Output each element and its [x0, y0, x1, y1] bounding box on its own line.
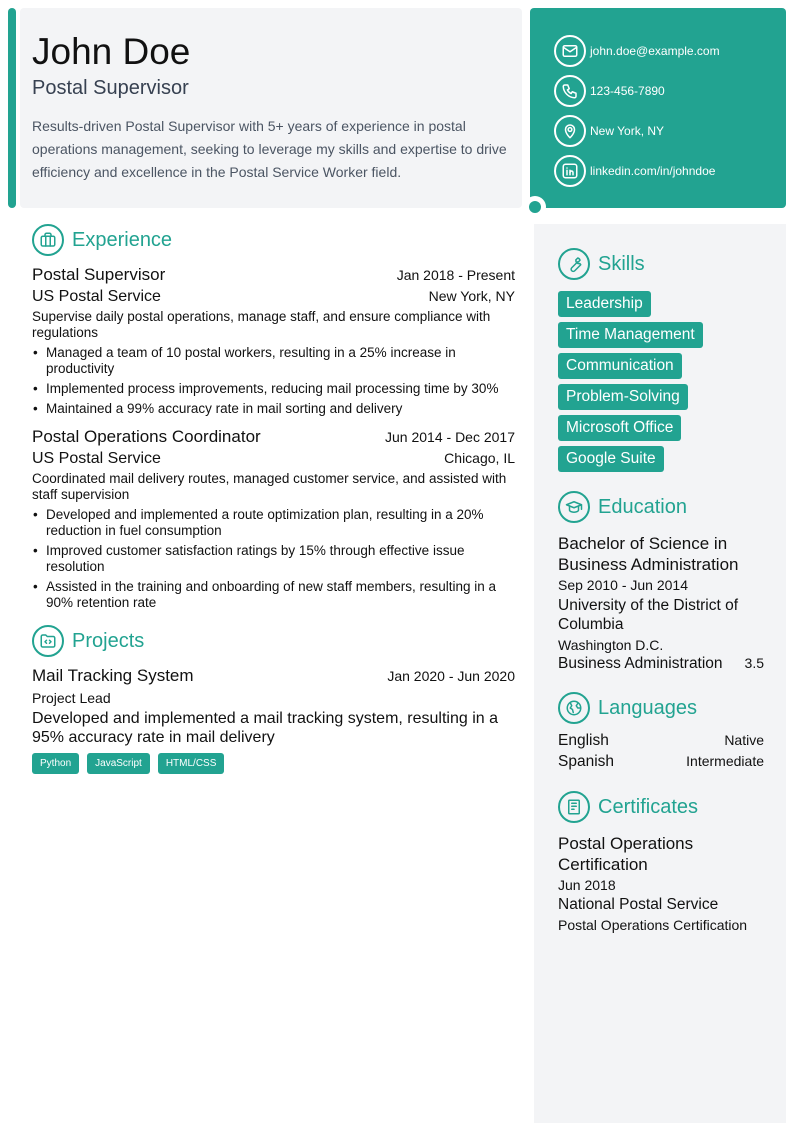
education-school: University of the District of Columbia	[558, 597, 739, 633]
job-location: Chicago, IL	[444, 450, 515, 466]
folder-code-icon	[32, 625, 64, 657]
globe-icon	[558, 692, 590, 724]
job-company: US Postal Service	[32, 450, 161, 467]
contact-location-text: New York, NY	[590, 124, 665, 138]
language-row	[558, 753, 764, 771]
wrench-icon	[558, 248, 590, 280]
contact-phone-text: 123-456-7890	[590, 84, 665, 98]
project-tag: JavaScript	[87, 753, 150, 774]
certificate-icon	[558, 791, 590, 823]
skill-badge: Google Suite	[558, 446, 664, 472]
contact-linkedin-text: linkedin.com/in/johndoe	[590, 164, 716, 178]
job-description: Supervise daily postal operations, manage staff, and ensure compliance with regulations	[32, 309, 491, 340]
job-bullet: • Managed a team of 10 postal workers, resulting in a 25% increase in productivity	[32, 345, 515, 377]
mail-icon	[554, 35, 586, 67]
job-bullet: • Improved customer satisfaction ratings by 15% through effective issue resolution	[32, 543, 515, 575]
skills-title: Skills	[598, 252, 645, 275]
job-location: New York, NY	[428, 288, 515, 304]
graduation-cap-icon	[558, 491, 590, 523]
job-description: Coordinated mail delivery routes, managed customer service, and assisted with staff supervision	[32, 471, 507, 502]
project-entry	[32, 666, 515, 774]
job-bullets	[32, 507, 515, 611]
experience-title: Experience	[72, 228, 173, 251]
language-row	[558, 732, 764, 750]
phone-icon	[554, 75, 586, 107]
skill-badge: Communication	[558, 353, 682, 379]
header-accent-bar	[8, 8, 16, 208]
education-degree: Bachelor of Science in Business Administration	[558, 534, 739, 574]
project-dates: Jan 2020 - Jun 2020	[387, 668, 515, 684]
education-gpa: 3.5	[744, 655, 764, 671]
job-role: Postal Operations Coordinator	[32, 427, 261, 446]
project-tags	[32, 753, 515, 774]
candidate-title: Postal Supervisor	[32, 77, 189, 99]
job-bullet: • Implemented process improvements, reducing mail processing time by 30%	[32, 381, 515, 397]
project-description: Developed and implemented a mail tracking system, resulting in a 95% accuracy rate in mail delivery	[32, 710, 499, 746]
briefcase-icon	[32, 224, 64, 256]
project-tag: Python	[32, 753, 79, 774]
certificate-issuer: National Postal Service	[558, 896, 719, 913]
certificate-name: Postal Operations Certification	[558, 834, 694, 874]
languages-heading	[558, 692, 764, 724]
skill-badge: Time Management	[558, 322, 703, 348]
education-location: Washington D.C.	[558, 637, 664, 653]
contact-panel	[530, 8, 786, 208]
candidate-name: John Doe	[32, 31, 191, 72]
projects-heading	[32, 625, 515, 657]
languages-list	[558, 732, 764, 771]
skill-badge: Leadership	[558, 291, 651, 317]
education-field: Business Administration	[558, 655, 723, 672]
certificate-entry	[558, 833, 764, 933]
contact-location	[530, 111, 786, 151]
project-name: Mail Tracking System	[32, 666, 194, 685]
certificates-heading	[558, 791, 764, 823]
job-entry	[32, 427, 515, 611]
language-name: Spanish	[558, 753, 615, 770]
projects-title: Projects	[72, 629, 145, 652]
job-entry	[32, 265, 515, 417]
language-name: English	[558, 732, 609, 749]
header-panel	[20, 8, 522, 208]
sidebar-content	[558, 248, 764, 933]
map-pin-icon	[554, 115, 586, 147]
languages-title: Languages	[598, 696, 697, 719]
job-bullet: • Assisted in the training and onboarding of new staff members, resulting in a 90% retention rate	[32, 579, 515, 611]
contact-linkedin[interactable]	[530, 151, 786, 191]
job-bullet: • Developed and implemented a route optimization plan, resulting in a 20% reduction in fuel consumption	[32, 507, 515, 539]
contact-email-text: john.doe@example.com	[590, 44, 720, 58]
job-bullets	[32, 345, 515, 417]
certificate-date: Jun 2018	[558, 877, 616, 893]
skill-badge: Microsoft Office	[558, 415, 681, 441]
skill-badge: Problem-Solving	[558, 384, 688, 410]
contact-phone[interactable]	[530, 71, 786, 111]
job-dates: Jun 2014 - Dec 2017	[385, 429, 515, 445]
job-bullet: • Maintained a 99% accuracy rate in mail sorting and delivery	[32, 401, 515, 417]
linkedin-icon	[554, 155, 586, 187]
summary-text: Results-driven Postal Supervisor with 5+ years of experience in postal operations management, seeking to leverage my skills and expertise to drive efficiency and excellence in the Postal Service Worker field.	[32, 118, 507, 180]
education-title: Education	[598, 495, 687, 518]
language-level: Native	[724, 732, 764, 748]
project-role: Project Lead	[32, 690, 111, 706]
job-dates: Jan 2018 - Present	[396, 267, 515, 283]
job-role: Postal Supervisor	[32, 265, 166, 284]
skills-heading	[558, 248, 764, 280]
experience-heading	[32, 224, 515, 256]
education-entry	[558, 533, 764, 673]
skills-list	[558, 291, 764, 472]
certificate-description: Postal Operations Certification	[558, 917, 748, 933]
education-heading	[558, 491, 764, 523]
timeline-dot	[529, 201, 541, 213]
contact-email[interactable]	[530, 31, 786, 71]
certificates-title: Certificates	[598, 795, 699, 818]
education-dates: Sep 2010 - Jun 2014	[558, 577, 688, 593]
main-column	[32, 224, 515, 774]
job-company: US Postal Service	[32, 288, 161, 305]
language-level: Intermediate	[686, 753, 764, 769]
project-tag: HTML/CSS	[158, 753, 225, 774]
